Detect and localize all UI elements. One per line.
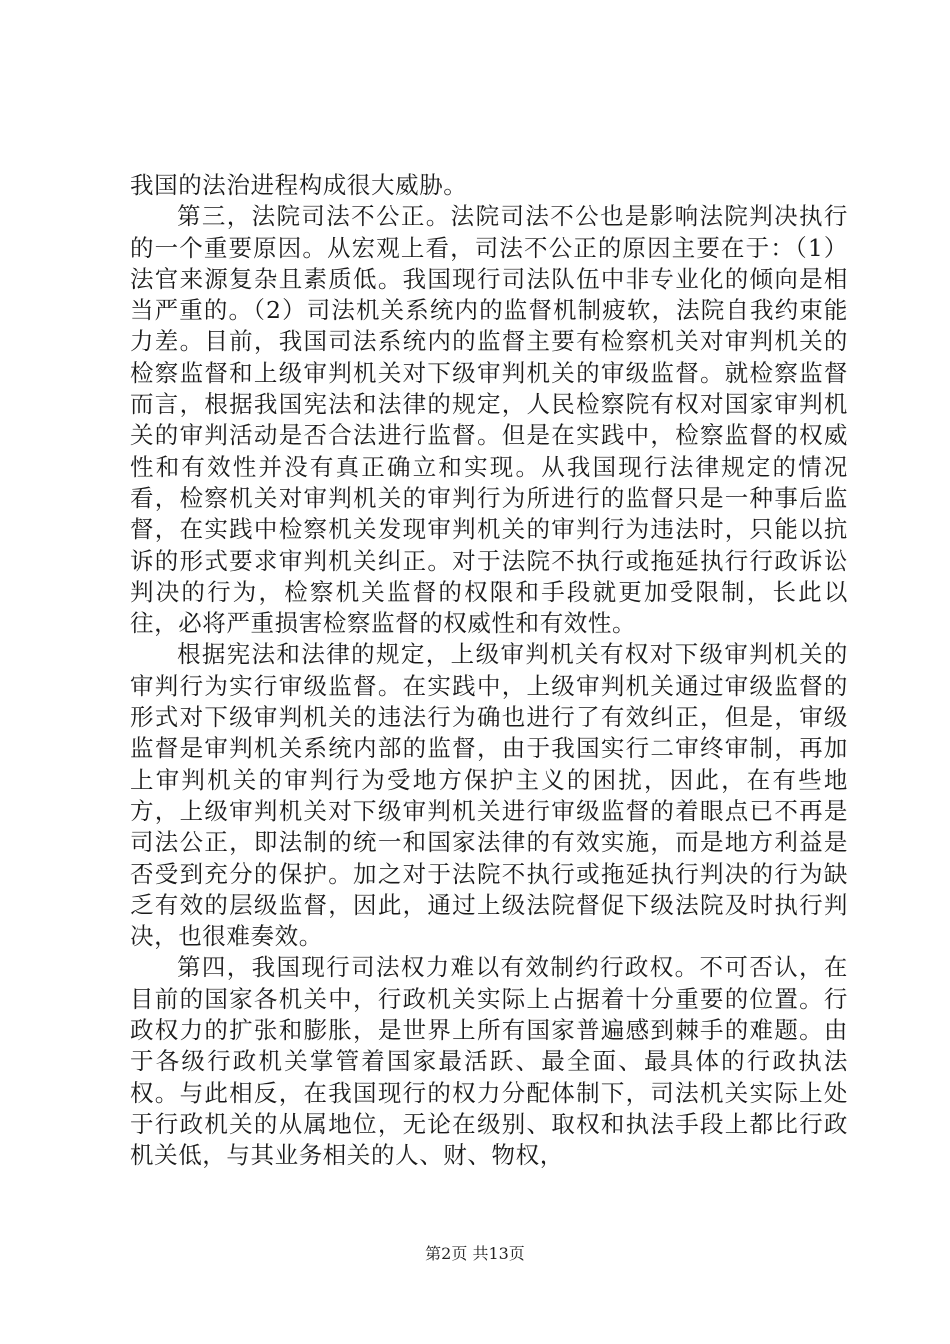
paragraph-hierarchical-supervision: 根据宪法和法律的规定，上级审判机关有权对下级审判机关的审判行为实行审级监督。在实践中，上级审判机关通过审级监督的形式对下级审判机关的违法行为确也进行了有效纠正，但是，审级监督是审判机关系统内部的监督，由于我国实行二审终审制，再加上审判机关的审判行为受地方保护主义的困扰，因此，在有些地方，上级审判机关对下级审判机关进行审级监督的着眼点已不再是司法公正，即法制的统一和国家法律的有效实施，而是地方利益是否受到充分的保护。加之对于法院不执行或拖延执行判决的行为缺乏有效的层级监督，因此，通过上级法院督促下级法院及时执行判决，也很难奏效。 — [130, 640, 848, 951]
page-number-footer: 第2页 共13页 — [425, 1244, 525, 1263]
paragraph-fourth-point: 第四，我国现行司法权力难以有效制约行政权。不可否认，在目前的国家各机关中，行政机关实际上占据着十分重要的位置。行政权力的扩张和膨胀，是世界上所有国家普遍感到棘手的难题。由于各级行政机关掌管着国家最活跃、最全面、最具体的行政执法权。与此相反，在我国现行的权力分配体制下，司法机关实际上处于行政机关的从属地位，无论在级别、取权和执法手段上都比行政机关低，与其业务相关的人、财、物权， — [130, 953, 848, 1170]
document-body — [130, 170, 848, 1172]
paragraph-third-point: 第三，法院司法不公正。法院司法不公也是影响法院判决执行的一个重要原因。从宏观上看，司法不公正的原因主要在于：（1）法官来源复杂且素质低。我国现行司法队伍中非专业化的倾向是相当严重的。（2）司法机关系统内的监督机制疲软，法院自我约束能力差。目前，我国司法系统内的监督主要有检察机关对审判机关的检察监督和上级审判机关对下级审判机关的审级监督。就检察监督而言，根据我国宪法和法律的规定，人民检察院有权对国家审判机关的审判活动是否合法进行监督。但是在实践中，检察监督的权威性和有效性并没有真正确立和实现。从我国现行法律规定的情况看，检察机关对审判机关的审判行为所进行的监督只是一种事后监督，在实践中检察机关发现审判机关的审判行为违法时，只能以抗诉的形式要求审判机关纠正。对于法院不执行或拖延执行行政诉讼判决的行为，检察机关监督的权限和手段就更加受限制，长此以往，必将严重损害检察监督的权威性和有效性。 — [130, 202, 848, 638]
paragraph-continuation: 我国的法治进程构成很大威胁。 — [130, 171, 468, 199]
